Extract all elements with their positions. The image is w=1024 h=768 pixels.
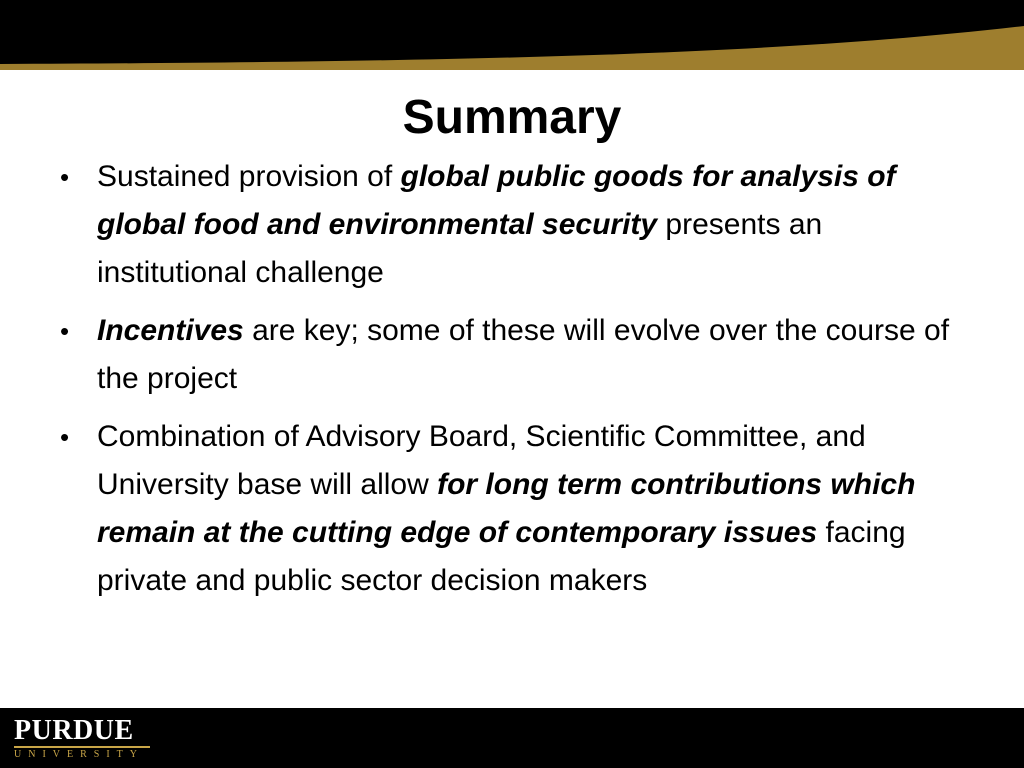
bullet-emphasis-segment: for long term contributions which remain at the cutting edge of contemporary issues (97, 468, 916, 549)
purdue-logo (14, 716, 154, 762)
bullet-marker: • (60, 316, 70, 346)
bullet-text-segment: facing private and public sector decision makers (97, 516, 906, 597)
bullet-marker: • (60, 422, 70, 452)
bullet-text-segment: Combination of Advisory Board, Scientific Committee, and University base will allow (97, 420, 866, 501)
slide-title: Summary (402, 91, 622, 144)
bullet-emphasis-segment: Incentives (97, 314, 244, 347)
bullet-text-segment: are key; some of these will evolve over the course of the project (97, 314, 950, 395)
bullet-item (54, 307, 954, 403)
bullet-text-segment: presents an institutional challenge (97, 208, 823, 289)
bullet-text-segment: Sustained provision of (97, 160, 401, 193)
footer-bar (0, 708, 1024, 768)
bullet-list (54, 153, 954, 615)
bullet-marker: • (60, 162, 70, 192)
bullet-text (97, 420, 915, 597)
bullet-item (54, 153, 954, 297)
bullet-text (97, 160, 896, 289)
logo-wordmark: PURDUE (14, 715, 134, 746)
bullet-text (97, 314, 949, 395)
top-banner (0, 0, 1024, 72)
logo-subtitle: UNIVERSITY (14, 749, 144, 760)
bullet-item (54, 413, 954, 605)
bullet-emphasis-segment: global public goods for analysis of global food and environmental security (97, 160, 896, 241)
logo-rule (14, 746, 150, 748)
